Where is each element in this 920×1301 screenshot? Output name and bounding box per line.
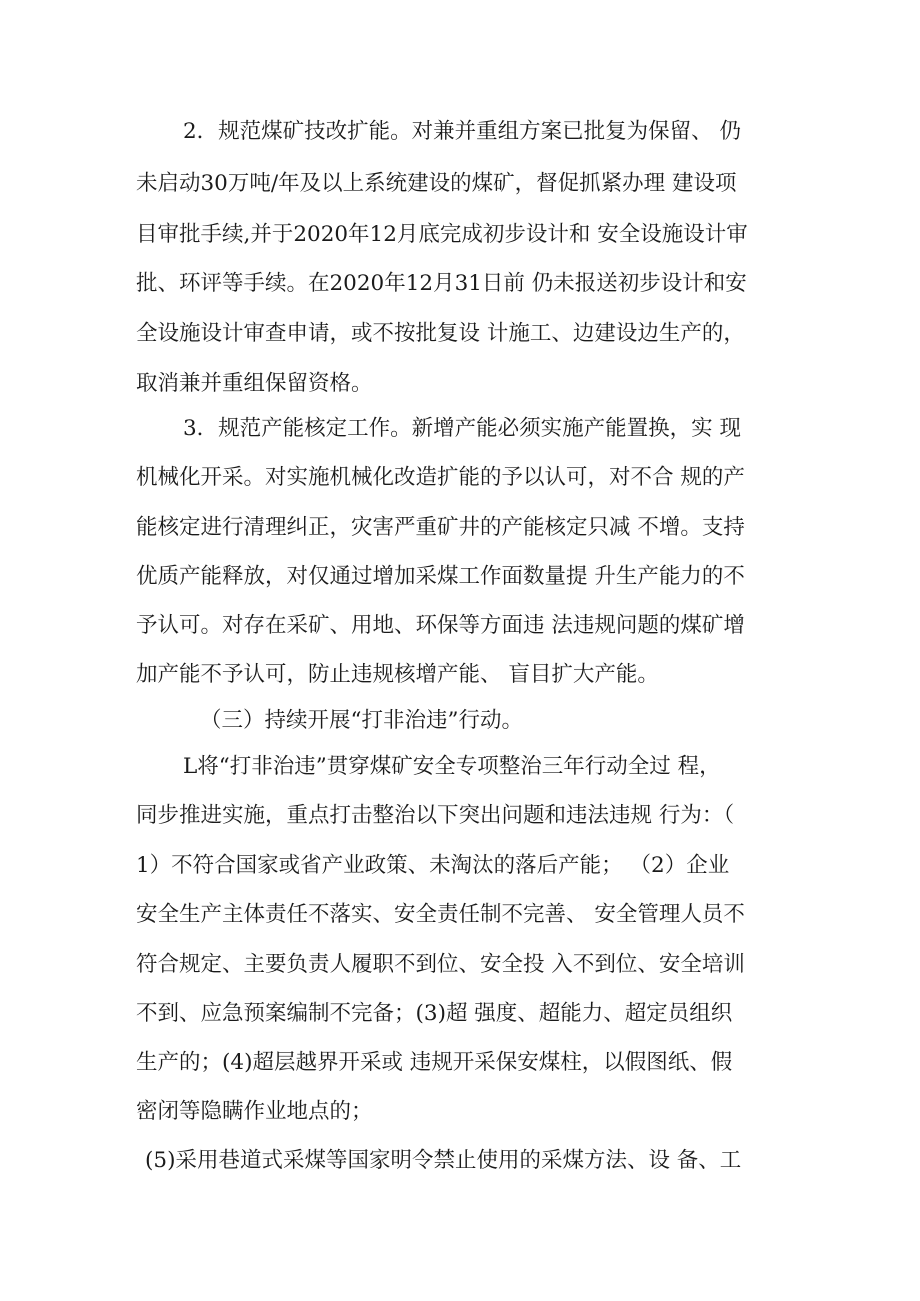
text-line: 2．规范煤矿技改扩能。对兼并重组方案已批复为保留、 仍 [183, 119, 742, 144]
text-line: 目审批手续,并于2020年12月底完成初步设计和 安全设施设计审 [136, 222, 748, 247]
text-line: 优质产能释放，对仅通过增加采煤工作面数量提 升生产能力的不 [136, 564, 745, 589]
text-line: L将“打非治违”贯穿煤矿安全专项整治三年行动全过 程， [183, 754, 721, 779]
text-line: 符合规定、主要负责人履职不到位、安全投 入不到位、安全培训 [136, 952, 745, 977]
section-heading: （三）持续开展“打非治违”行动。 [200, 708, 523, 733]
text-line: 生产的；(4)超层越界开采或 违规开采保安煤柱，以假图纸、假 [136, 1050, 733, 1075]
text-line: 3．规范产能核定工作。新增产能必须实施产能置换，实 现 [183, 416, 742, 441]
text-line: 能核定进行清理纠正，灾害严重矿井的产能核定只减 不增。支持 [136, 515, 745, 540]
text-line: 同步推进实施，重点打击整治以下突出问题和违法违规 行为：（ [136, 803, 735, 828]
text-line: 密闭等隐瞒作业地点的； [136, 1099, 373, 1124]
text-line: 机械化开采。对实施机械化改造扩能的予以认可，对不合 规的产 [136, 465, 745, 490]
text-line: 安全生产主体责任不落实、安全责任制不完善、 安全管理人员不 [136, 902, 745, 927]
text-line: 予认可。对存在采矿、用地、环保等方面违 法违规问题的煤矿增 [136, 613, 745, 638]
text-line: 取消兼并重组保留资格。 [136, 371, 373, 396]
text-line: 加产能不予认可，防止违规核增产能、 盲目扩大产能。 [136, 662, 659, 687]
text-line: 未启动30万吨/年及以上系统建设的煤矿，督促抓紧办理 建设项 [136, 171, 737, 196]
text-line: 不到、应急预案编制不完备；(3)超 强度、超能力、超定员组织 [136, 1001, 733, 1026]
text-line: (5)采用巷道式采煤等国家明令禁止使用的采煤方法、设 备、工 [145, 1148, 742, 1173]
text-line: 批、环评等手续。在2020年12月31日前 仍未报送初步设计和安 [136, 271, 747, 296]
text-line: 1）不符合国家或省产业政策、未淘汰的落后产能； （2）企业 [136, 853, 730, 878]
text-line: 全设施设计审查申请，或不按批复设 计施工、边建设边生产的， [136, 321, 745, 346]
